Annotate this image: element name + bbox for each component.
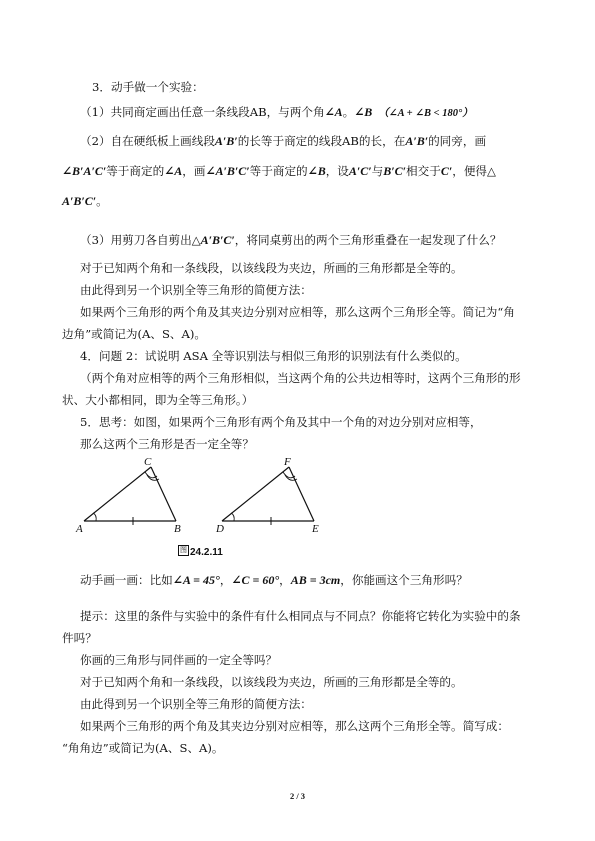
- question-5-line-1: 5．思考：如图，如果两个三角形有两个角及其中一个角的对边分别对应相等，: [80, 415, 482, 429]
- draw-text: 动手画一画：比如: [80, 573, 173, 587]
- angle-b: ∠B: [354, 105, 373, 119]
- condition-angle-a: ∠A = 45°: [172, 573, 220, 587]
- label-f: F: [284, 456, 291, 468]
- figure-caption-number: 24.2.11: [190, 547, 223, 558]
- derive-paragraph-2: 由此得到另一个识别全等三角形的简便方法：: [80, 697, 312, 711]
- draw-text: ，你能画这个三角形吗？: [340, 573, 468, 587]
- step-2-text: 的长等于商定的线段AB的长，在: [237, 134, 406, 148]
- step-2-text: 等于商定的: [106, 164, 165, 178]
- condition-length-ab: AB = 3cm: [290, 573, 341, 587]
- step-3-text: ，将同桌剪出的两个三角形重叠在一起发现了什么？: [234, 233, 502, 247]
- label-b: B: [174, 523, 181, 535]
- triangle-def: [222, 467, 314, 525]
- step-1: [80, 105, 473, 121]
- angle-arc: [231, 513, 234, 521]
- step-2-text: ，设: [325, 164, 349, 178]
- step-3: [80, 233, 501, 247]
- same-question: 你画的三角形与同伴画的一定全等吗？: [80, 653, 278, 667]
- triangle-a-b-c-prime: A′B′C′: [200, 233, 235, 247]
- angle-a: ∠A: [164, 164, 183, 178]
- draw-prompt: [80, 573, 468, 587]
- segment-a-prime-b-prime: A′B′: [214, 134, 238, 148]
- angle-b-a-c-prime: ∠B′A′C′: [62, 164, 107, 178]
- step-1-text: （1）共同商定画出任意一条线段AB，与两个角: [80, 105, 325, 119]
- aas-rule-line-2: “角角边”或简记为(A、S、A)。: [62, 741, 224, 755]
- hint-line-1: 提示：这里的条件与实验中的条件有什么相同点与不同点？你能将它转化为实验中的条: [80, 609, 521, 623]
- label-d: D: [216, 523, 224, 535]
- label-a: A: [76, 523, 83, 535]
- step-2-text: ，画: [182, 164, 206, 178]
- answer-4-line-1: （两个角对应相等的两个三角形相似，当这两个角的公共边相等时，这两个三角形的形: [80, 371, 521, 385]
- angle-a: ∠A: [324, 105, 343, 119]
- label-e: E: [312, 523, 319, 535]
- page-number: 2 / 3: [289, 791, 306, 801]
- angle-b: ∠B: [307, 164, 326, 178]
- step-2-text: 与: [371, 164, 384, 178]
- step-2-text: 相交于: [406, 164, 441, 178]
- angle-sum-condition: （∠A + ∠B < 180°）: [378, 108, 473, 119]
- aas-rule-line-1: 如果两个三角形的两个角及其夹边分别对应相等，那么这两个三角形全等。简写成：: [80, 719, 509, 733]
- ray-a-c-prime: A′C′: [348, 164, 372, 178]
- step-2-line-3: [62, 194, 108, 208]
- figure-caption: [178, 540, 223, 559]
- condition-angle-c: ∠C = 60°: [231, 573, 280, 587]
- step-2-text: 等于商定的: [249, 164, 308, 178]
- conclusion-paragraph: 对于已知两个角和一条线段，以该线段为夹边，所画的三角形都是全等的。: [80, 261, 463, 275]
- segment-a-prime-b-prime: A′B′: [405, 134, 429, 148]
- asa-rule-line-2: 边角”或简记为(A、S、A)。: [62, 327, 207, 341]
- step-2-line-2: [62, 164, 496, 178]
- step-2-line-1: [80, 134, 486, 148]
- triangle-figure: [66, 455, 336, 535]
- asa-rule-line-1: 如果两个三角形的两个角及其夹边分别对应相等，那么这两个三角形全等。简记为“角: [80, 305, 515, 319]
- point-c-prime: C′: [440, 164, 453, 178]
- triangle-abc: [84, 467, 176, 525]
- angle-a-b-c-prime: ∠A′B′C′: [205, 164, 250, 178]
- hint-line-2: 件吗？: [62, 631, 97, 645]
- triangle-a-b-c-prime: A′B′C′: [62, 194, 97, 208]
- step-3-text: （3）用剪刀各自剪出△: [80, 233, 201, 247]
- step-1-sep: 。: [342, 105, 355, 119]
- ray-b-c-prime: B′C′: [383, 164, 407, 178]
- question-4: 4．问题 2：试说明 ASA 全等识别法与相似三角形的识别法有什么类似的。: [80, 349, 467, 363]
- heading-experiment: 3．动手做一个实验：: [92, 80, 204, 94]
- step-2-text: （2）自在硬纸板上画线段: [80, 134, 215, 148]
- angle-arc: [93, 513, 96, 521]
- draw-text: ，: [279, 573, 291, 587]
- question-5-line-2: 那么这两个三角形是否一定全等？: [80, 437, 254, 451]
- figure-caption-box: 图: [180, 546, 187, 554]
- answer-4-line-2: 状、大小都相同，即为全等三角形。）: [62, 393, 254, 407]
- step-2-text: 的同旁，画: [428, 134, 487, 148]
- step-2-text: ，便得△: [452, 164, 496, 178]
- derive-paragraph: 由此得到另一个识别全等三角形的简便方法：: [80, 283, 312, 297]
- conclusion-paragraph-2: 对于已知两个角和一条线段，以该线段为夹边，所画的三角形都是全等的。: [80, 675, 463, 689]
- label-c: C: [144, 456, 152, 468]
- step-2-text: 。: [96, 194, 108, 208]
- draw-text: ，: [219, 573, 232, 587]
